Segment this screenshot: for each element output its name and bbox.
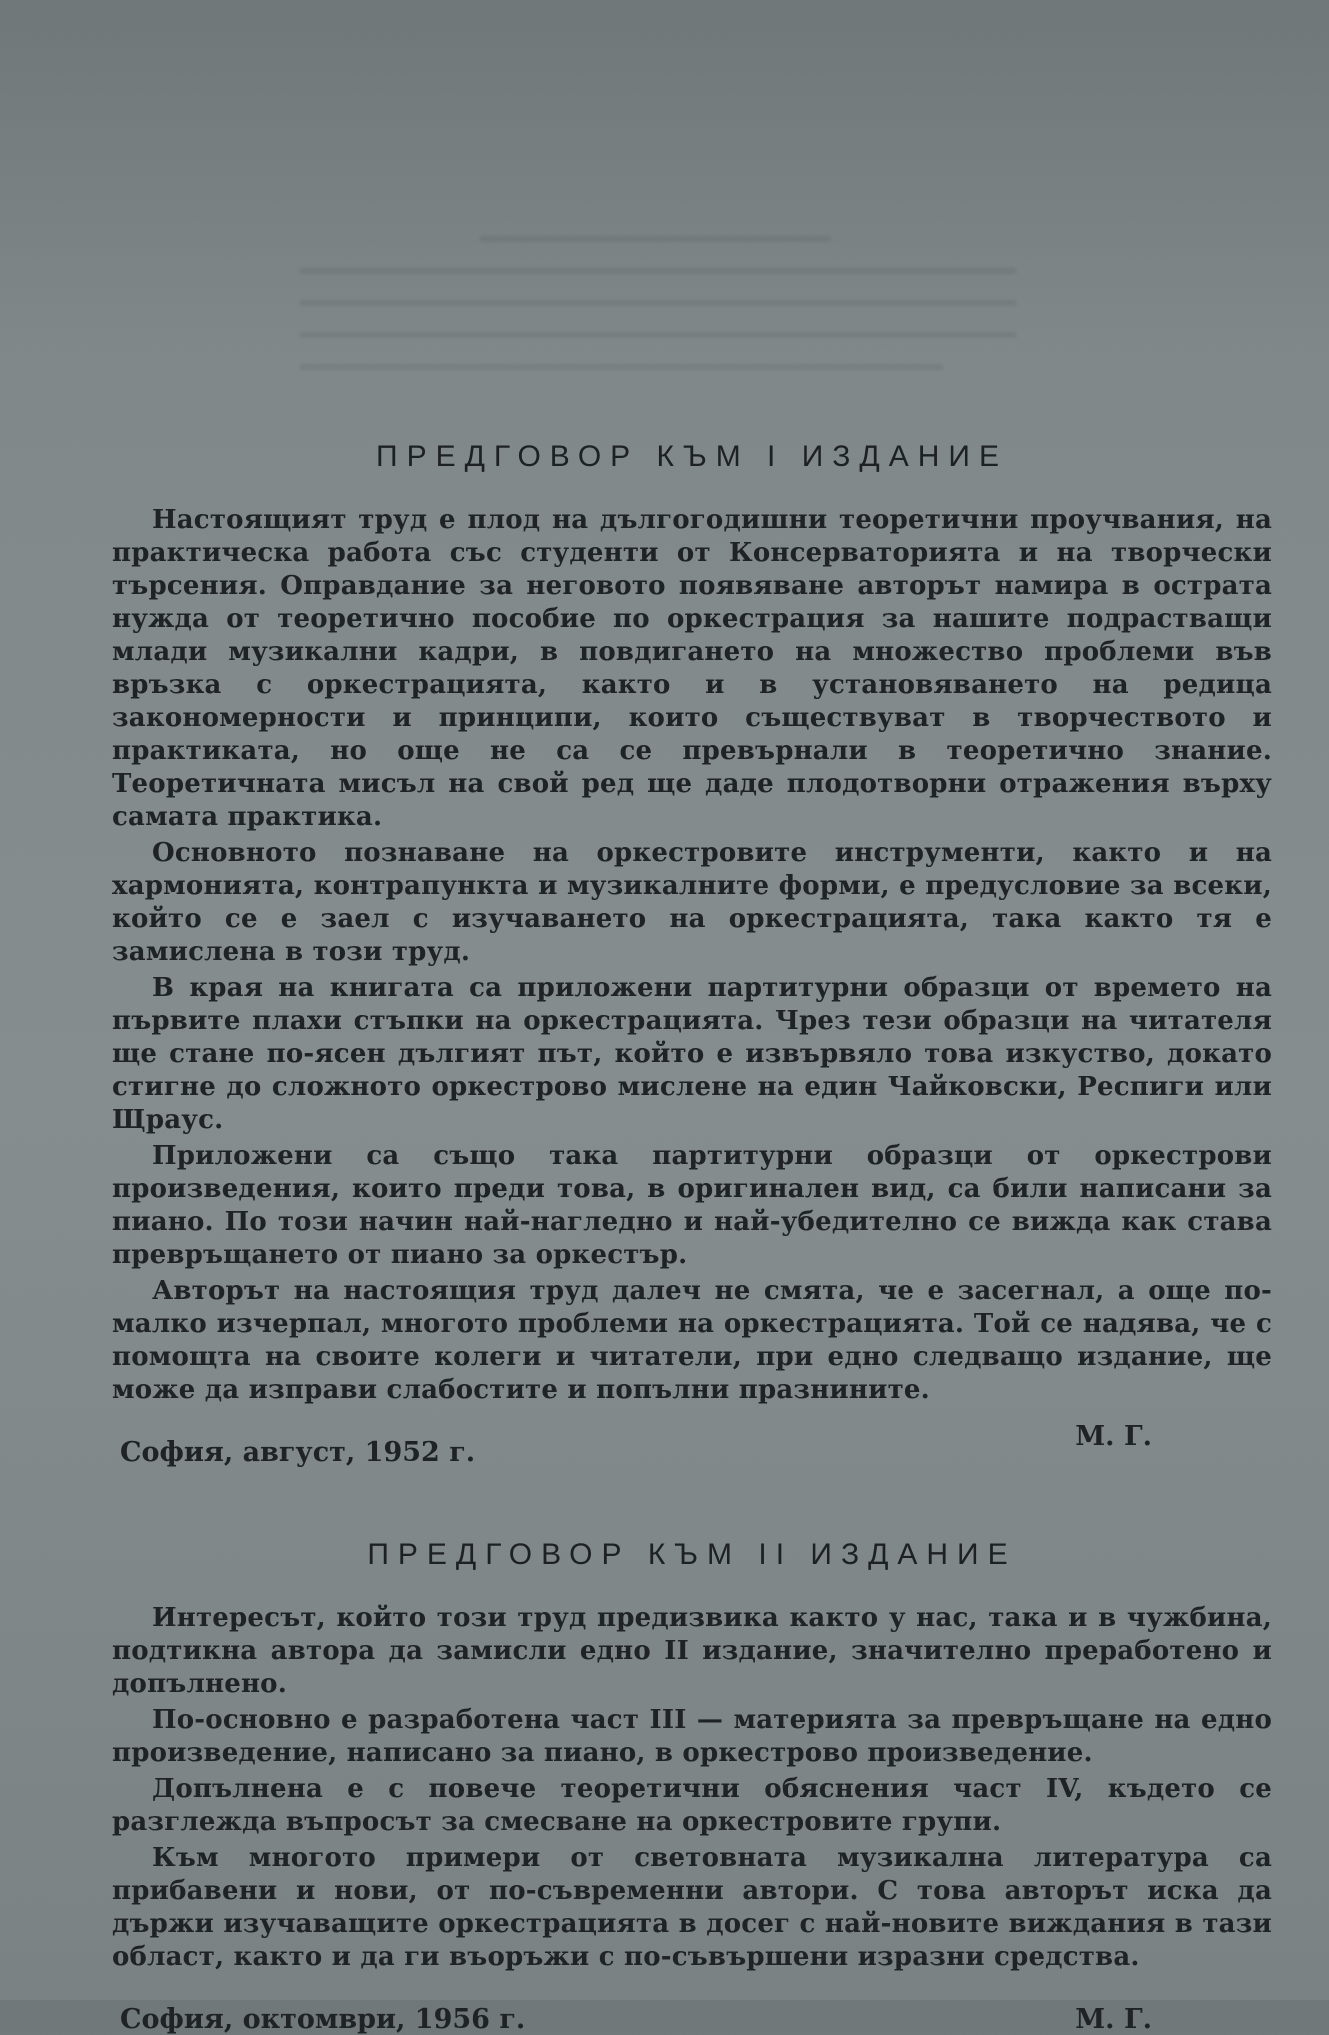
paragraph: Авторът на настоящия труд далеч не смята, че е засегнал, а още по-малко изчерпал, многото проблеми на оркестрацията. Той се надява, че с помощта на своите колеги и читатели, при едно следващо издание, ще може да изправи слабостите и попълни празнините. (112, 1276, 1272, 1405)
paragraph: Интересът, който този труд предизвика както у нас, така и в чужбина, подтикна автора да замисли едно II издание, значително преработено и допълнено. (112, 1603, 1272, 1699)
signature-row (112, 1421, 1272, 1468)
document-page (112, 440, 1272, 2035)
paragraph: Приложени са също така партитурни образци от оркестрови произведения, които преди това, в оригинален вид, са били написани за пиано. По този начин най-нагледно и най-убедително се вижда как става превръщането от пиано за оркестър. (112, 1141, 1272, 1270)
signature-row (112, 2004, 1272, 2035)
preface-second-edition (112, 1538, 1272, 2035)
section-title: ПРЕДГОВОР КЪМ II ИЗДАНИЕ (367, 1538, 1017, 1571)
author-initials: М. Г. (1075, 1421, 1152, 1452)
section-title: ПРЕДГОВОР КЪМ I ИЗДАНИЕ (376, 440, 1008, 473)
bleed-through-text: ▂▂▂▂▂▂▂▂▂▂▂▂▂▂▂▂▂▂▂▂▂▂▂▂ ▂▂▂▂▂▂▂▂▂▂▂▂▂▂▂▂▂▂▂▂▂▂▂▂▂▂▂▂▂▂▂▂▂▂▂▂▂▂▂▂▂▂▂▂▂▂▂▂▂ ▂▂▂▂▂▂▂▂▂▂▂▂▂▂▂▂▂▂▂▂▂▂▂▂▂▂▂▂▂▂▂▂▂▂▂▂▂▂▂▂▂▂▂▂▂▂▂▂▂ ▂▂▂▂▂▂▂▂▂▂▂▂▂▂▂▂▂▂▂▂▂▂▂▂▂▂▂▂▂▂▂▂▂▂▂▂▂▂▂▂▂▂▂▂▂▂▂▂▂ ▂▂▂▂▂▂▂▂▂▂▂▂▂▂▂▂▂▂▂▂▂▂▂▂▂▂▂▂▂▂▂▂▂▂▂▂▂▂▂▂▂▂▂▂ (300, 220, 1016, 370)
author-initials: М. Г. (1075, 2004, 1152, 2035)
paragraph: Основното познаване на оркестровите инструменти, както и на хармонията, контрапункта и музикалните форми, е предусловие за всеки, който се е заел с изучаването на оркестрацията, така както тя е замислена в този труд. (112, 838, 1272, 967)
paragraph: Настоящият труд е плод на дългогодишни теоретични проучвания, на практическа работа със студенти от Консерваторията и на творчески търсения. Оправдание за неговото появяване авторът намира в острата нужда от теоретично пособие по оркестрация за нашите подрастващи млади музикални кадри, в повдигането на множество проблеми във връзка с оркестрацията, както и в установяването на редица закономерности и принципи, които съществуват в творчеството и практиката, но още не са се превърнали в теоретично знание. Теоретичната мисъл на свой ред ще даде плодотворни отражения върху самата практика. (112, 505, 1272, 832)
preface-first-edition (112, 440, 1272, 1468)
paragraph: По-основно е разработена част III — материята за превръщане на едно произведение, написано за пиано, в оркестрово произведение. (112, 1705, 1272, 1768)
paragraph: Допълнена е с повече теоретични обяснения част IV, където се разглежда въпросът за смесване на оркестровите групи. (112, 1774, 1272, 1837)
place-date: София, октомври, 1956 г. (120, 2004, 526, 2035)
place-date: София, август, 1952 г. (120, 1437, 476, 1468)
paragraph: В края на книгата са приложени партитурни образци от времето на първите плахи стъпки на оркестрацията. Чрез тези образци на читателя ще стане по-ясен дългият път, който е извървяло това изкуство, докато стигне до сложното оркестрово мислене на един Чайковски, Респиги или Щраус. (112, 973, 1272, 1135)
paragraph: Към многото примери от световната музикална литература са прибавени и нови, от по-съвременни автори. С това авторът иска да държи изучаващите оркестрацията в досег с най-новите виждания в тази област, както и да ги въоръжи с по-съвършени изразни средства. (112, 1843, 1272, 1972)
